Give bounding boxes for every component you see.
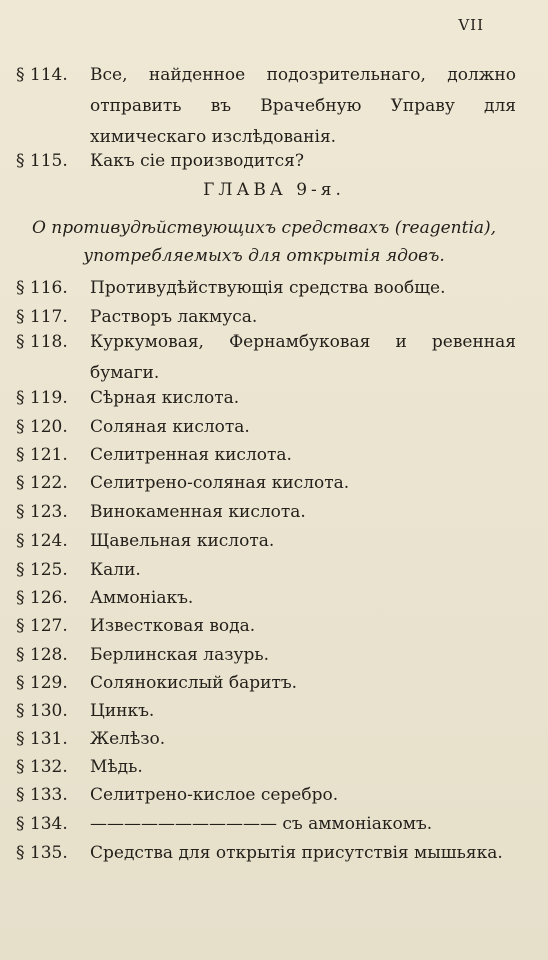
section-title: Цинкъ. (90, 701, 155, 721)
toc-entry (16, 668, 516, 699)
section-title: ——————————— съ аммоніакомъ. (90, 814, 433, 834)
toc-entry (16, 809, 516, 840)
section-number: § 117. (16, 307, 68, 327)
toc-entry (16, 780, 516, 811)
section-number: § 129. (16, 673, 68, 693)
section-title: Известковая вода. (90, 616, 256, 636)
section-title: Солянокислый баритъ. (90, 673, 298, 693)
section-title: Растворъ лакмуса. (90, 307, 258, 327)
page-number: VII (458, 16, 484, 34)
toc-entry (16, 752, 516, 783)
section-number: § 133. (16, 785, 68, 805)
toc-entry (16, 640, 516, 671)
section-number: § 119. (16, 388, 68, 408)
section-number: § 127. (16, 616, 68, 636)
section-number: § 125. (16, 560, 68, 580)
section-title: Какъ сіе производится? (90, 151, 304, 171)
section-number: § 128. (16, 645, 68, 665)
section-number: § 120. (16, 417, 68, 437)
section-number: § 131. (16, 729, 68, 749)
toc-entry (16, 412, 516, 443)
toc-entry (16, 273, 516, 304)
toc-entry (16, 497, 516, 528)
toc-entry (16, 555, 516, 586)
toc-entry (16, 838, 516, 869)
section-number: § 134. (16, 814, 68, 834)
section-title: Желѣзо. (90, 729, 166, 749)
section-title: Соляная кислота. (90, 417, 250, 437)
toc-entry (16, 611, 516, 642)
section-number: § 116. (16, 278, 68, 298)
section-title: Щавельная кислота. (90, 531, 275, 551)
section-title: Средства для открытія присутствія мышьяка. (90, 843, 503, 863)
section-title: Селитренная кислота. (90, 445, 292, 465)
section-title: Противудѣйствующія средства вообще. (90, 278, 446, 298)
toc-entry (16, 583, 516, 614)
toc-entry (16, 146, 516, 177)
section-number: § 118. (16, 332, 68, 352)
chapter-subtitle-line-2: употребляемыхъ для открытія ядовъ. (83, 246, 445, 266)
toc-entry (16, 696, 516, 727)
chapter-subtitle-line-1: О противудѣйствующихъ средствахъ (reagentia), (31, 218, 497, 238)
toc-entry (16, 60, 516, 153)
section-title: Аммоніакъ. (90, 588, 194, 608)
toc-entry (16, 526, 516, 557)
toc-entry (16, 383, 516, 414)
section-number: § 114. (16, 65, 68, 85)
section-title: Куркумовая, Фернамбуковая и ревенная бумаги. (90, 332, 516, 383)
section-title: Кали. (90, 560, 141, 580)
section-title: Селитрено-соляная кислота. (90, 473, 350, 493)
section-title: Сѣрная кислота. (90, 388, 240, 408)
section-title: Берлинская лазурь. (90, 645, 270, 665)
section-title: Все, найденное подозрительнаго, должно отправить въ Врачебную Управу для химическаго изслѣдованія. (90, 65, 516, 147)
section-title: Винокаменная кислота. (90, 502, 306, 522)
toc-entry (16, 724, 516, 755)
toc-entry (16, 440, 516, 471)
toc-entry (16, 468, 516, 499)
section-number: § 123. (16, 502, 68, 522)
section-number: § 124. (16, 531, 68, 551)
section-number: § 122. (16, 473, 68, 493)
chapter-heading: ГЛАВА 9-я. (203, 180, 345, 200)
section-number: § 132. (16, 757, 68, 777)
toc-entry (16, 327, 516, 389)
section-number: § 121. (16, 445, 68, 465)
section-number: § 115. (16, 151, 68, 171)
section-number: § 126. (16, 588, 68, 608)
section-number: § 135. (16, 843, 68, 863)
section-number: § 130. (16, 701, 68, 721)
section-title: Мѣдь. (90, 757, 143, 777)
section-title: Селитрено-кислое серебро. (90, 785, 339, 805)
